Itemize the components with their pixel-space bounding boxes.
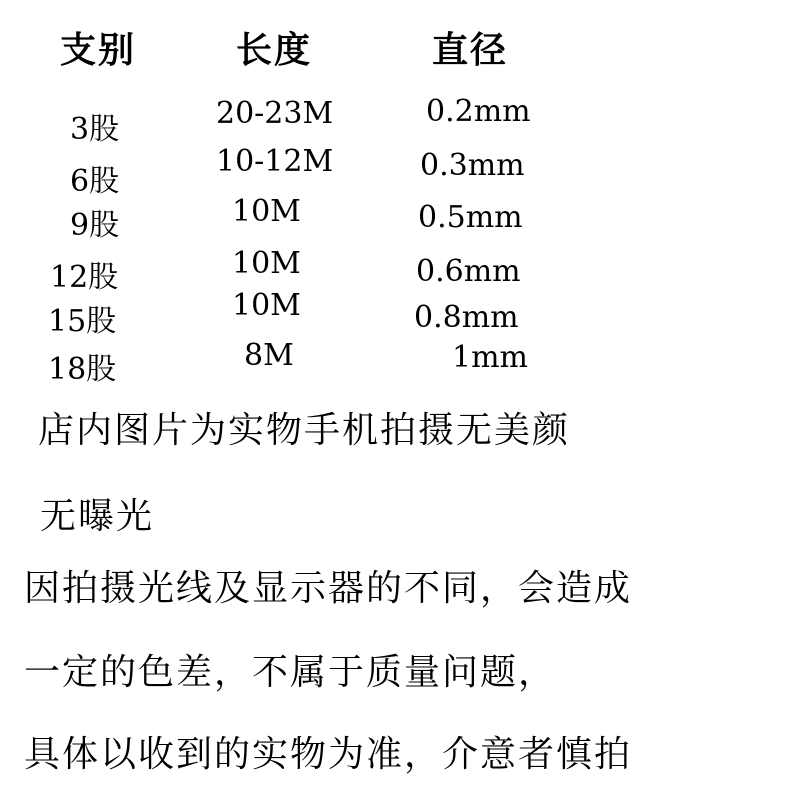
strands-cell: 15股 bbox=[48, 304, 117, 339]
note-line-4: 一定的色差，不属于质量问题， bbox=[24, 652, 557, 693]
length-cell: 8M bbox=[244, 338, 294, 373]
header-length: 长度 bbox=[236, 30, 313, 71]
length-cell: 10-12M bbox=[216, 144, 334, 179]
diameter-cell: 1mm bbox=[452, 340, 528, 375]
length-cell: 20-23M bbox=[216, 96, 334, 131]
header-strands: 支别 bbox=[60, 30, 137, 71]
diameter-cell: 0.2mm bbox=[426, 94, 531, 129]
length-cell: 10M bbox=[232, 246, 301, 281]
strands-cell: 12股 bbox=[50, 260, 119, 295]
note-line-1: 店内图片为实物手机拍摄无美颜 bbox=[38, 410, 571, 451]
diameter-cell: 0.6mm bbox=[416, 254, 521, 289]
length-cell: 10M bbox=[232, 194, 301, 229]
header-diameter: 直径 bbox=[432, 30, 509, 71]
strands-cell: 9股 bbox=[70, 208, 120, 243]
note-line-5: 具体以收到的实物为准，介意者慎拍 bbox=[24, 734, 633, 775]
note-line-2: 无曝光 bbox=[40, 496, 155, 537]
note-line-3: 因拍摄光线及显示器的不同，会造成 bbox=[24, 568, 633, 609]
diameter-cell: 0.3mm bbox=[420, 148, 525, 183]
strands-cell: 3股 bbox=[70, 112, 120, 147]
length-cell: 10M bbox=[232, 288, 301, 323]
strands-cell: 6股 bbox=[70, 164, 120, 199]
diameter-cell: 0.5mm bbox=[418, 200, 523, 235]
diameter-cell: 0.8mm bbox=[414, 300, 519, 335]
strands-cell: 18股 bbox=[48, 352, 117, 387]
